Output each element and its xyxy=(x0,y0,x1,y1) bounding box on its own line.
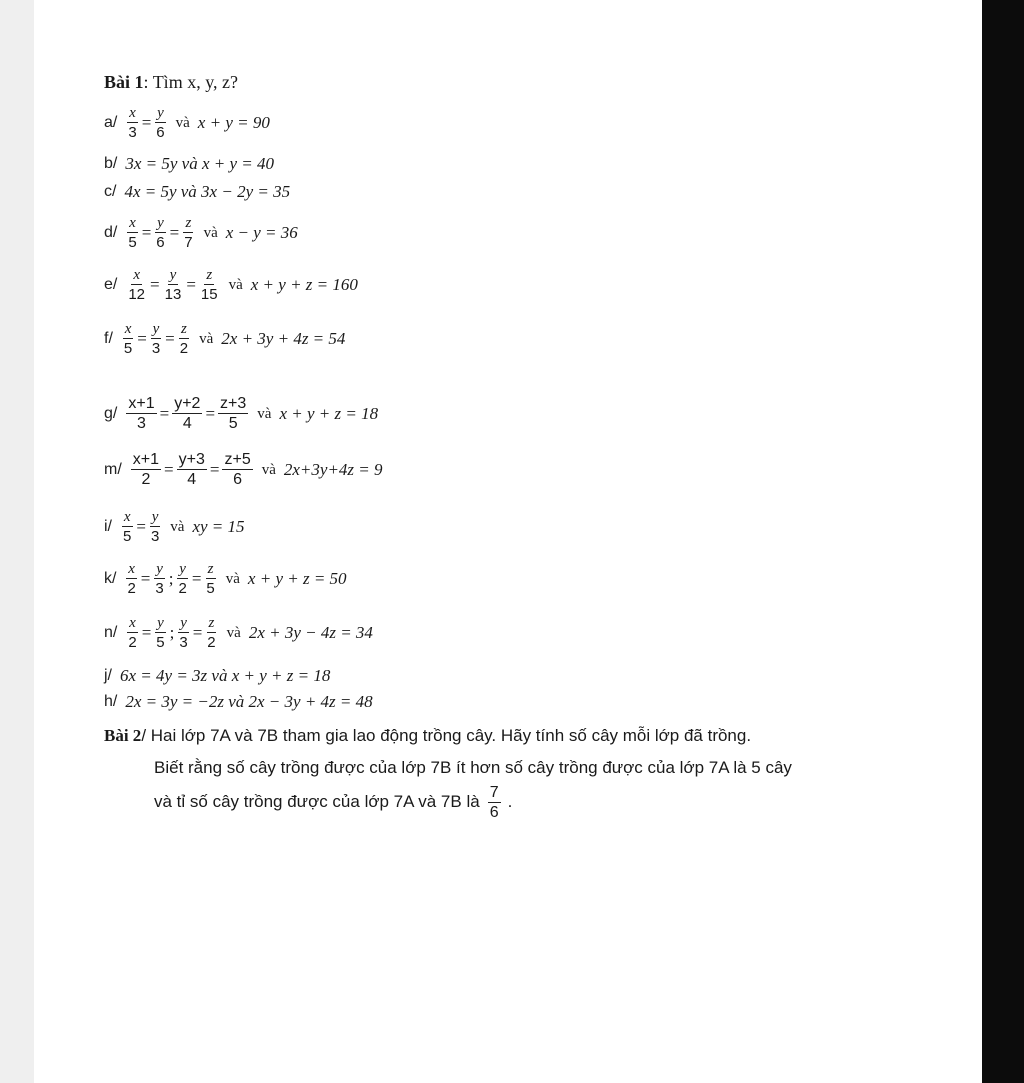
problem-k: k/ $\frac{x}{2}$ = $\frac{y}{3}$ ; $\frac{y}{2}$ = $\frac{z}{5}$ và x + y + z = 50 xyxy=(104,561,347,597)
problem-h: h/ 2x = 3y = −2z và 2x − 3y + 4z = 48 xyxy=(104,692,373,711)
problem-c: c/ 4x = 5y và 3x − 2y = 35 xyxy=(104,182,291,201)
problem-m: m/ $\frac{x+1}{2}$ = $\frac{y+3}{4}$ = $\frac{z+5}{6}$ và 2x+3y+4z = 9 xyxy=(104,451,383,488)
bai2-block xyxy=(104,720,982,821)
bai2-line-2: Biết rằng số cây trồng được của lớp 7B ít hơn số cây trồng được của lớp 7A là 5 cây xyxy=(154,758,792,778)
bai2-line-1: Bài 2/ Hai lớp 7A và 7B tham gia lao động trồng cây. Hãy tính số cây mỗi lớp đã trồng. xyxy=(104,726,752,745)
problem-i: i/ $\frac{x}{5}$ = $\frac{y}{3}$ và xy = 15 xyxy=(104,509,245,545)
bai1-title: Bài 1 : Tìm x, y, z? xyxy=(104,72,238,92)
problem-f: f/ $\frac{x}{5}$ = $\frac{y}{3}$ = $\frac{z}{2}$ và 2x + 3y + 4z = 54 xyxy=(104,321,346,357)
document-page xyxy=(34,0,982,1083)
problem-g: g/ $\frac{x+1}{3}$ = $\frac{y+2}{4}$ = $\frac{z+3}{5}$ và x + y + z = 18 xyxy=(104,395,379,432)
left-margin xyxy=(0,0,34,1083)
problem-j: j/ 6x = 4y = 3z và x + y + z = 18 xyxy=(104,666,331,685)
bai2-ratio: $\frac{7}{6}$ xyxy=(489,783,499,821)
right-dark-edge xyxy=(982,0,1024,1083)
problem-a: a/ $\frac{x}{3}$ = $\frac{y}{6}$ và x + y = 90 xyxy=(104,105,270,141)
problem-n: n/ $\frac{x}{2}$ = $\frac{y}{5}$ ; $\frac{y}{3}$ = $\frac{z}{2}$ và 2x + 3y − 4z = 34 xyxy=(104,615,373,651)
problem-b: b/ 3x = 5y và x + y = 40 xyxy=(104,154,274,173)
problem-e: e/ $\frac{x}{12}$ = $\frac{y}{13}$ = $\frac{z}{15}$ và x + y + z = 160 xyxy=(104,267,358,303)
bai2-line-3: và tỉ số cây trồng được của lớp 7A và 7B là $\frac{7}{6}$ . xyxy=(154,783,513,821)
problem-d: d/ $\frac{x}{5}$ = $\frac{y}{6}$ = $\frac{z}{7}$ và x − y = 36 xyxy=(104,215,298,251)
